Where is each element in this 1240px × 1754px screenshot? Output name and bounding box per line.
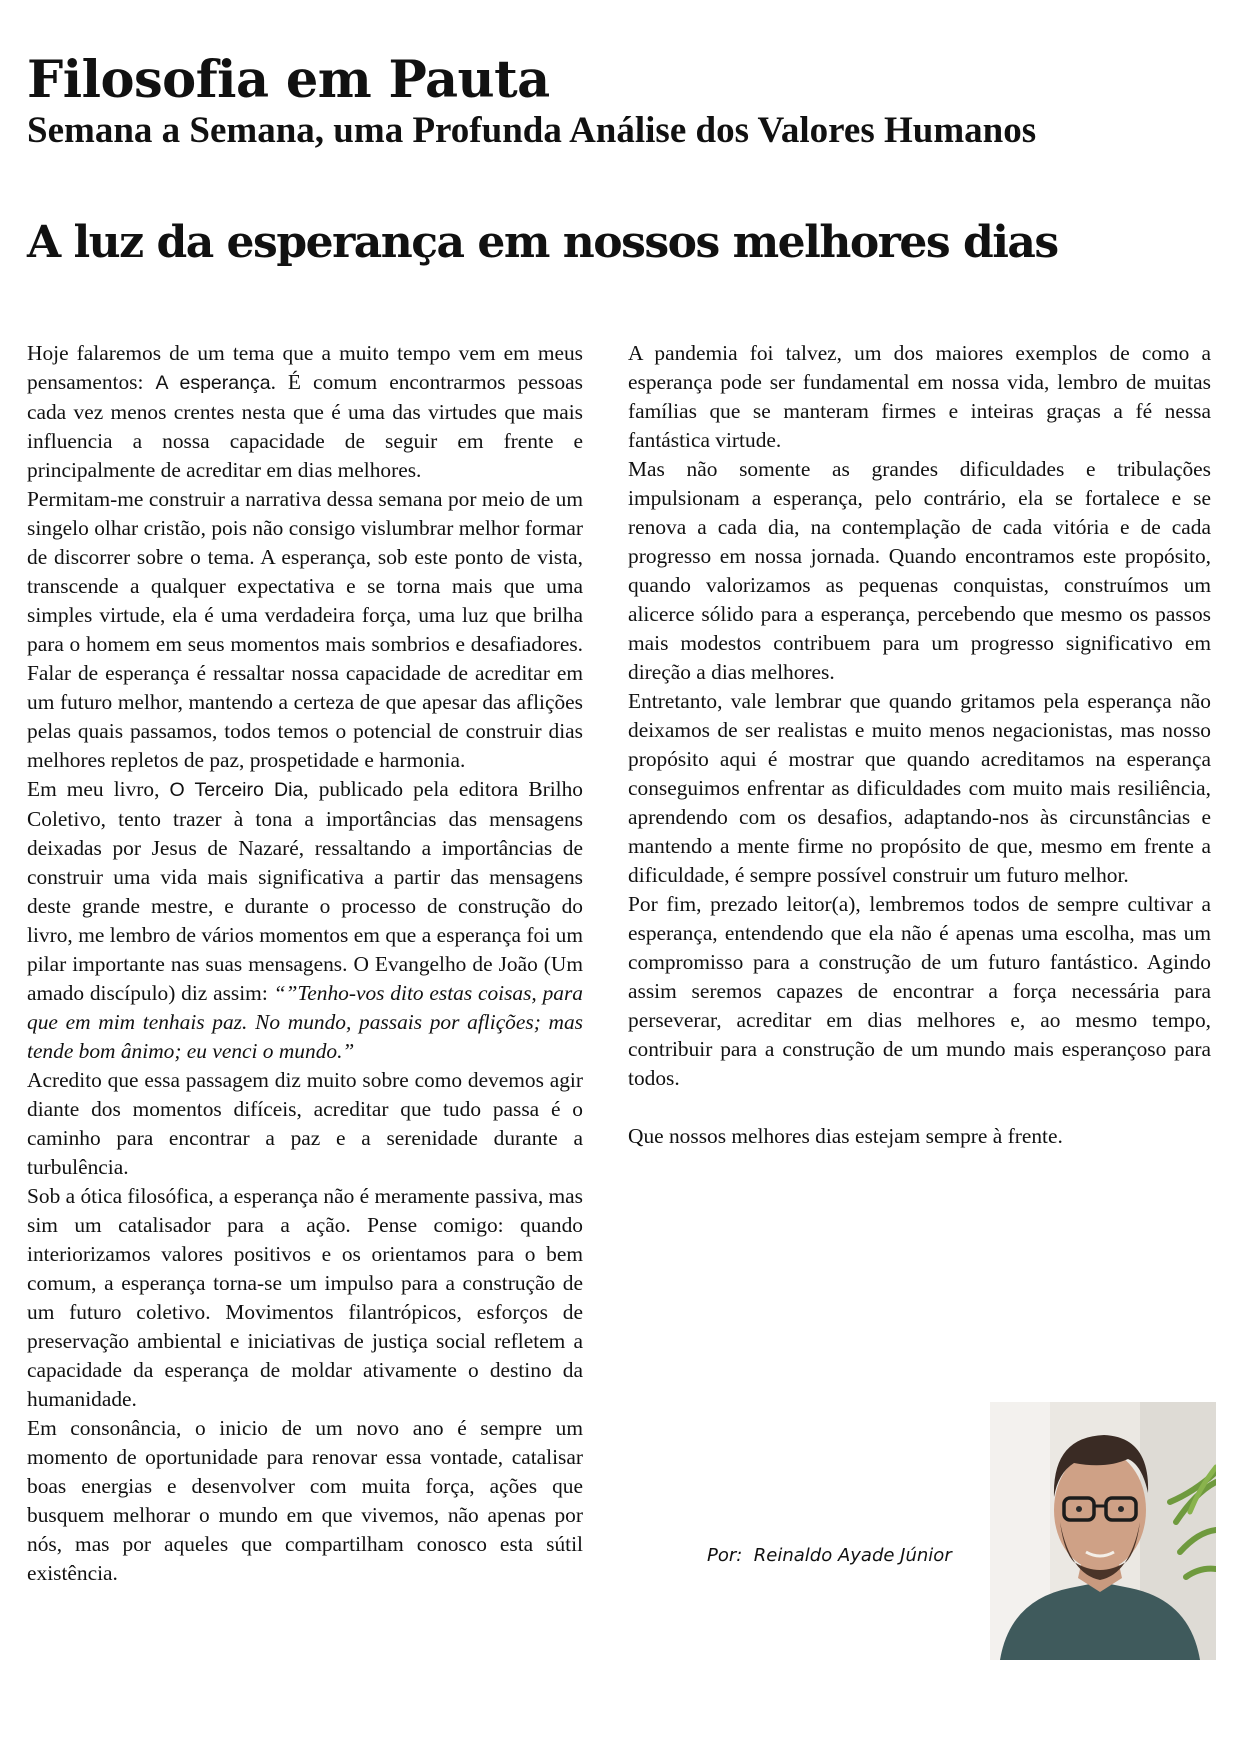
bible-quote: “”Tenho-vos dito estas coisas, para que em mim tenhais paz. No mundo, passais por aflições; mas tende bom ânimo; eu venci o mundo.” bbox=[27, 981, 583, 1063]
masthead-subtitle: Semana a Semana, uma Profunda Análise dos Valores Humanos bbox=[27, 110, 1037, 151]
author-photo bbox=[990, 1402, 1216, 1660]
book-title: O Terceiro Dia bbox=[169, 779, 304, 801]
author-byline: Por: Reinaldo Ayade Júnior bbox=[707, 1545, 952, 1566]
paragraph bbox=[27, 775, 583, 1066]
paragraph: A pandemia foi talvez, um dos maiores exemplos de como a esperança pode ser fundamental em nossa vida, lembro de muitas famílias que se manteram firmes e inteiras graças a fé nessa fantástica virtude. bbox=[628, 341, 1211, 452]
article-column-right bbox=[628, 339, 1211, 1151]
paragraph-text: Hoje falaremos de um tema que a muito tempo vem em meus pensamentos: bbox=[27, 341, 583, 394]
paragraph: Mas não somente as grandes dificuldades e tribulações impulsionam a esperança, pelo contrário, ela se fortalece e se renova a cada dia, na contemplação de cada vitória e de cada progresso em nossa jornada. Quando encontramos este propósito, quando valorizamos as pequenas conquistas, construímos um alicerce sólido para a esperança, percebendo que mesmo os passos mais modestos contribuem para um progresso significativo em direção a dias melhores. bbox=[628, 457, 1211, 684]
article-headline: A luz da esperança em nossos melhores dias bbox=[27, 217, 1058, 268]
paragraph: Permitam-me construir a narrativa dessa semana por meio de um singelo olhar cristão, pois não consigo vislumbrar melhor formar de discorrer sobre o tema. A esperança, sob este ponto de vista, transcende a qualquer expectativa e se torna mais que uma simples virtude, ela é uma verdadeira força, uma luz que brilha para o homem em seus momentos mais sombrios e desafiadores. Falar de esperança é ressaltar nossa capacidade de acreditar em um futuro melhor, mantendo a certeza de que apesar das aflições pelas quais passamos, todos temos o potencial de construir dias melhores repletos de paz, prospetidade e harmonia. bbox=[27, 487, 583, 772]
paragraph-text: , publicado pela editora Brilho Coletivo, tento trazer à tona a importâncias das mensagens deixadas por Jesus de Nazaré, ressaltando a importâncias de construir uma vida mais significativa a partir das mensagens deste grande mestre, e durante o processo de construção do livro, me lembro de vários momentos em que a esperança foi um pilar importante nas suas mensagens. O Evangelho de João (Um amado discípulo) diz assim: bbox=[27, 777, 583, 1005]
paragraph: Por fim, prezado leitor(a), lembremos todos de sempre cultivar a esperança, entendendo que ela não é apenas uma escolha, mas um compromisso para a construção de um futuro fantástico. Agindo assim seremos capazes de encontrar a força necessária para perseverar, acreditar em dias melhores e, ao mesmo tempo, contribuir para a construção de um mundo mais esperançoso para todos. bbox=[628, 892, 1211, 1090]
paragraph-text: . É comum encontrarmos pessoas cada vez menos crentes nesta que é uma das virtudes que mais influencia a nossa capacidade de seguir em frente e principalmente de acreditar em dias melhores. bbox=[27, 370, 583, 482]
paragraph bbox=[27, 339, 583, 485]
keyword-highlight: A esperança bbox=[155, 372, 271, 394]
paragraph: Acredito que essa passagem diz muito sobre como devemos agir diante dos momentos difíceis, acreditar que tudo passa é o caminho para encontrar a paz e a serenidade durante a turbulência. bbox=[27, 1068, 583, 1179]
paragraph: Entretanto, vale lembrar que quando gritamos pela esperança não deixamos de ser realistas e muito menos negacionistas, mas nosso propósito aqui é mostrar que quando acreditamos na esperança conseguimos enfrentar as dificuldades com muito mais resiliência, aprendendo com os desafios, adaptando-nos às circunstâncias e mantendo a mente firme no propósito de que, mesmo em frente a dificuldade, é sempre possível construir um futuro melhor. bbox=[628, 689, 1211, 887]
article-column-left bbox=[27, 339, 583, 1588]
masthead bbox=[27, 50, 1217, 152]
paragraph: Sob a ótica filosófica, a esperança não é meramente passiva, mas sim um catalisador para a ação. Pense comigo: quando interiorizamos valores positivos e os orientamos para o bem comum, a esperança torna-se um impulso para a construção de um futuro coletivo. Movimentos filantrópicos, esforços de preservação ambiental e iniciativas de justiça social refletem a capacidade da esperança de moldar ativamente o destino da humanidade. bbox=[27, 1184, 583, 1411]
masthead-title: Filosofia em Pauta bbox=[27, 50, 550, 110]
closing-line: Que nossos melhores dias estejam sempre à frente. bbox=[628, 1124, 1063, 1148]
paragraph: Em consonância, o inicio de um novo ano é sempre um momento de oportunidade para renovar essa vontade, catalisar boas energias e desenvolver com muita força, ações que busquem melhorar o mundo em que vivemos, não apenas por nós, mas por aqueles que compartilham conosco esta sútil existência. bbox=[27, 1416, 583, 1585]
paragraph-text: Em meu livro, bbox=[27, 777, 170, 801]
